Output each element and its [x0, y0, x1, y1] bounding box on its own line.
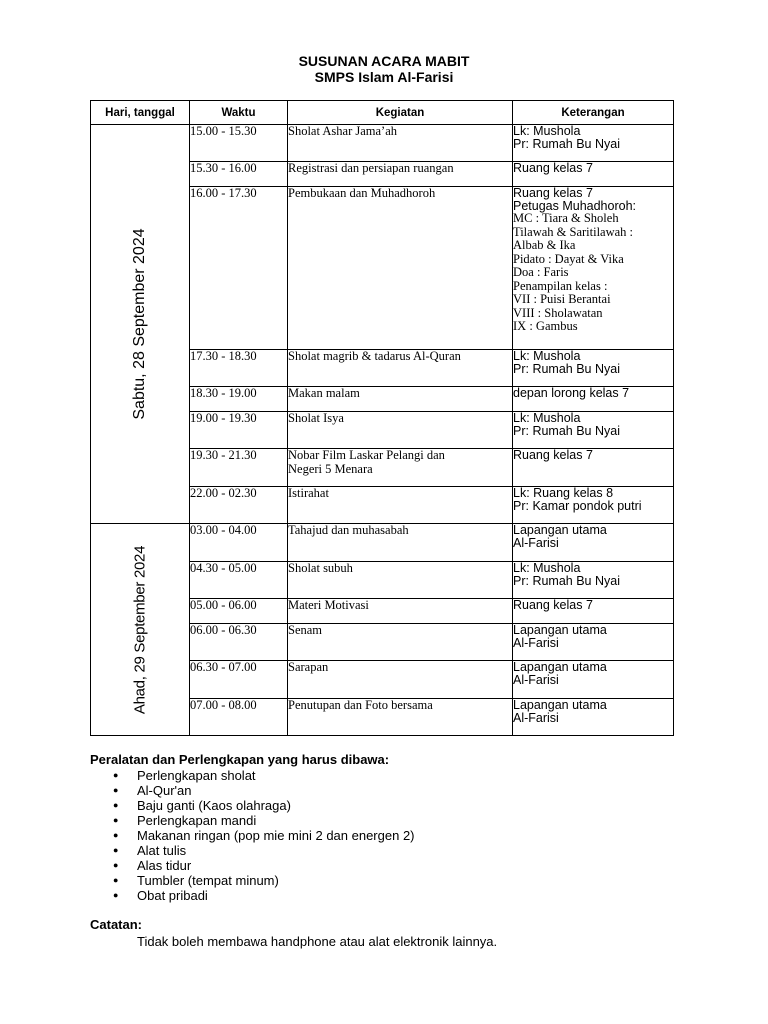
- notes-line: Pr: Kamar pondok putri: [513, 498, 642, 513]
- notes-cell: [513, 661, 674, 699]
- notes-line: VIII : Sholawatan: [513, 305, 603, 320]
- activity-line: Pembukaan dan Muhadhoroh: [288, 186, 436, 200]
- notes-line: Doa : Faris: [513, 265, 569, 279]
- notes-line: Lapangan utama: [513, 698, 607, 712]
- notes-line: Pr: Rumah Bu Nyai: [513, 573, 620, 588]
- day-label: Ahad, 29 September 2024: [131, 545, 149, 714]
- notes-line: Lapangan utama: [513, 523, 607, 537]
- activity-line: Makan malam: [288, 386, 360, 400]
- notes-line: Ruang kelas 7: [513, 598, 593, 612]
- header-activity: Kegiatan: [288, 101, 513, 125]
- notes-cell: [513, 699, 674, 736]
- list-item: ● Perlengkapan mandi: [113, 813, 415, 828]
- activity-line: Senam: [288, 623, 323, 637]
- activity-line: Istirahat: [288, 486, 329, 500]
- schedule-table: [90, 100, 674, 736]
- notes-line: Pr: Rumah Bu Nyai: [513, 423, 620, 438]
- time-cell: 19.30 - 21.30: [190, 449, 288, 487]
- notes-line: Pr: Rumah Bu Nyai: [513, 136, 620, 151]
- list-item: ● Obat pribadi: [113, 888, 415, 903]
- time-cell: 22.00 - 02.30: [190, 487, 288, 524]
- notes-line: Penampilan kelas :: [513, 278, 608, 293]
- table-row: [91, 524, 674, 562]
- activity-cell: [288, 162, 513, 187]
- activity-cell: [288, 524, 513, 562]
- activity-cell: [288, 125, 513, 162]
- notes-line: Pidato : Dayat & Vika: [513, 251, 624, 266]
- notes-line: Lapangan utama: [513, 623, 607, 637]
- notes-line: Al-Farisi: [513, 535, 559, 550]
- time-cell: 04.30 - 05.00: [190, 562, 288, 599]
- document-subtitle: SMPS Islam Al-Farisi: [314, 69, 454, 85]
- notes-line: Al-Farisi: [513, 710, 559, 725]
- activity-cell: [288, 412, 513, 449]
- notes-line: Lk: Mushola: [513, 124, 581, 138]
- notes-cell: [513, 350, 674, 387]
- time-cell: 15.30 - 16.00: [190, 162, 288, 187]
- notes-line: Tilawah & Saritilawah :: [513, 224, 634, 239]
- activity-cell: [288, 487, 513, 524]
- activity-line: Materi Motivasi: [288, 598, 369, 612]
- notes-cell: [513, 599, 674, 624]
- time-cell: 16.00 - 17.30: [190, 187, 288, 350]
- list-item: ● Al-Qur'an: [113, 783, 415, 798]
- notes-cell: [513, 524, 674, 562]
- header-day: Hari, tanggal: [91, 101, 190, 125]
- header-time: Waktu: [190, 101, 288, 125]
- activity-cell: [288, 350, 513, 387]
- activity-line: Sholat subuh: [288, 561, 353, 575]
- activity-line: Nobar Film Laskar Pelangi dan: [288, 448, 445, 462]
- document-title: SUSUNAN ACARA MABIT: [298, 53, 470, 69]
- header-notes: Keterangan: [513, 101, 674, 125]
- activity-line: Sholat magrib & tadarus Al-Quran: [288, 349, 461, 363]
- time-cell: 07.00 - 08.00: [190, 699, 288, 736]
- notes-line: Lapangan utama: [513, 660, 607, 674]
- notes-line: Albab & Ika: [513, 238, 576, 252]
- activity-cell: [288, 187, 513, 350]
- day-cell: [91, 125, 190, 524]
- notes-cell: [513, 125, 674, 162]
- list-item: ● Makanan ringan (pop mie mini 2 dan energen 2): [113, 828, 415, 843]
- equipment-heading: Peralatan dan Perlengkapan yang harus dibawa:: [90, 752, 390, 767]
- notes-line: Lk: Mushola: [513, 561, 581, 575]
- activity-line: Sarapan: [288, 660, 329, 674]
- day-label: Sabtu, 28 September 2024: [131, 228, 148, 420]
- time-cell: 18.30 - 19.00: [190, 387, 288, 412]
- time-cell: 06.00 - 06.30: [190, 624, 288, 661]
- time-cell: 15.00 - 15.30: [190, 125, 288, 162]
- activity-cell: [288, 599, 513, 624]
- notes-line: Petugas Muhadhoroh:: [513, 198, 637, 213]
- time-cell: 17.30 - 18.30: [190, 350, 288, 387]
- notes-cell: [513, 162, 674, 187]
- notes-line: IX : Gambus: [513, 319, 578, 333]
- time-cell: 06.30 - 07.00: [190, 661, 288, 699]
- time-cell: 05.00 - 06.00: [190, 599, 288, 624]
- equipment-list: [113, 768, 415, 903]
- notes-cell: [513, 449, 674, 487]
- notes-text: Tidak boleh membawa handphone atau alat elektronik lainnya.: [137, 934, 498, 949]
- notes-line: MC : Tiara & Sholeh: [513, 211, 619, 225]
- notes-line: Ruang kelas 7: [513, 161, 593, 175]
- notes-line: depan lorong kelas 7: [513, 386, 630, 400]
- notes-line: VII : Puisi Berantai: [513, 292, 611, 306]
- time-cell: 19.00 - 19.30: [190, 412, 288, 449]
- table-row: [91, 125, 674, 162]
- activity-cell: [288, 624, 513, 661]
- notes-cell: [513, 487, 674, 524]
- notes-line: Ruang kelas 7: [513, 186, 593, 200]
- list-item: ● Alas tidur: [113, 858, 415, 873]
- notes-cell: [513, 387, 674, 412]
- activity-cell: [288, 562, 513, 599]
- activity-cell: [288, 449, 513, 487]
- list-item: ● Alat tulis: [113, 843, 415, 858]
- notes-cell: [513, 624, 674, 661]
- notes-cell: [513, 412, 674, 449]
- activity-line: Negeri 5 Menara: [288, 461, 373, 476]
- list-item: ● Tumbler (tempat minum): [113, 873, 415, 888]
- notes-line: Al-Farisi: [513, 635, 559, 650]
- activity-line: Tahajud dan muhasabah: [288, 523, 409, 537]
- notes-line: Lk: Ruang kelas 8: [513, 486, 614, 500]
- notes-heading: Catatan:: [90, 917, 143, 932]
- activity-cell: [288, 699, 513, 736]
- notes-cell: [513, 562, 674, 599]
- notes-line: Al-Farisi: [513, 672, 559, 687]
- time-cell: 03.00 - 04.00: [190, 524, 288, 562]
- notes-line: Lk: Mushola: [513, 349, 581, 363]
- activity-cell: [288, 387, 513, 412]
- notes-cell: [513, 187, 674, 350]
- activity-line: Sholat Ashar Jama’ah: [288, 124, 398, 138]
- activity-cell: [288, 661, 513, 699]
- day-cell: [91, 524, 190, 736]
- notes-line: Pr: Rumah Bu Nyai: [513, 361, 620, 376]
- list-item: ● Baju ganti (Kaos olahraga): [113, 798, 415, 813]
- list-item: ● Perlengkapan sholat: [113, 768, 415, 783]
- activity-line: Sholat Isya: [288, 411, 344, 425]
- notes-line: Ruang kelas 7: [513, 448, 593, 462]
- activity-line: Registrasi dan persiapan ruangan: [288, 161, 454, 175]
- activity-line: Penutupan dan Foto bersama: [288, 698, 433, 712]
- table-header-row: [91, 101, 674, 125]
- notes-line: Lk: Mushola: [513, 411, 581, 425]
